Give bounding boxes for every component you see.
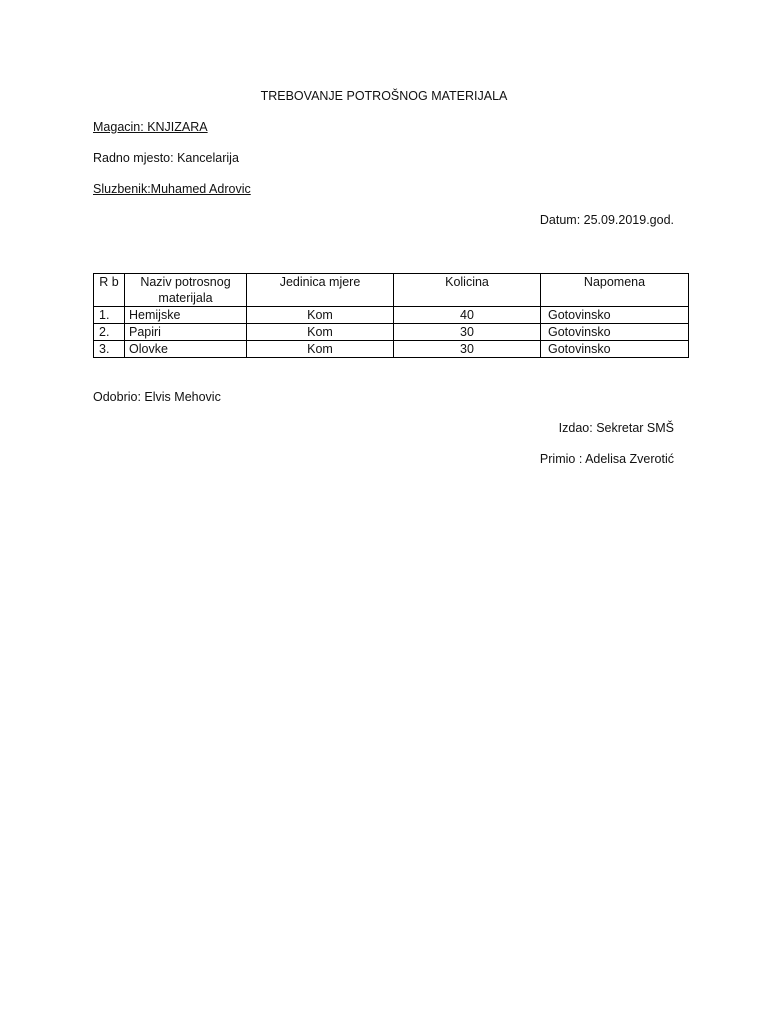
cell-kolicina: 30 [394, 341, 541, 358]
table-row [94, 341, 689, 358]
cell-rb: 3. [94, 341, 125, 358]
cell-napomena: Gotovinsko [541, 307, 689, 324]
cell-naziv: Papiri [125, 324, 247, 341]
datum-line: Datum: 25.09.2019.god. [539, 213, 674, 227]
header-naziv: Naziv potrosnog materijala [125, 274, 247, 307]
header-rb: R b [94, 274, 125, 307]
primio-line: Primio : Adelisa Zverotić [539, 452, 674, 466]
document-title: TREBOVANJE POTROŠNOG MATERIJALA [260, 89, 508, 103]
materials-table [93, 273, 689, 358]
header-napomena: Napomena [541, 274, 689, 307]
cell-napomena: Gotovinsko [541, 341, 689, 358]
cell-kolicina: 40 [394, 307, 541, 324]
cell-jedinica: Kom [247, 324, 394, 341]
table-header-row [94, 274, 689, 307]
cell-naziv: Hemijske [125, 307, 247, 324]
cell-kolicina: 30 [394, 324, 541, 341]
header-kolicina: Kolicina [394, 274, 541, 307]
odobrio-line: Odobrio: Elvis Mehovic [93, 390, 221, 404]
radno-mjesto-line: Radno mjesto: Kancelarija [93, 151, 239, 165]
izdao-line: Izdao: Sekretar SMŠ [558, 421, 674, 435]
table-row [94, 307, 689, 324]
sluzbenik-line: Sluzbenik:Muhamed Adrovic [93, 182, 251, 196]
table-row [94, 324, 689, 341]
cell-rb: 2. [94, 324, 125, 341]
cell-jedinica: Kom [247, 307, 394, 324]
header-jedinica: Jedinica mjere [247, 274, 394, 307]
cell-naziv: Olovke [125, 341, 247, 358]
cell-rb: 1. [94, 307, 125, 324]
magacin-line: Magacin: KNJIZARA [93, 120, 208, 134]
cell-jedinica: Kom [247, 341, 394, 358]
cell-napomena: Gotovinsko [541, 324, 689, 341]
